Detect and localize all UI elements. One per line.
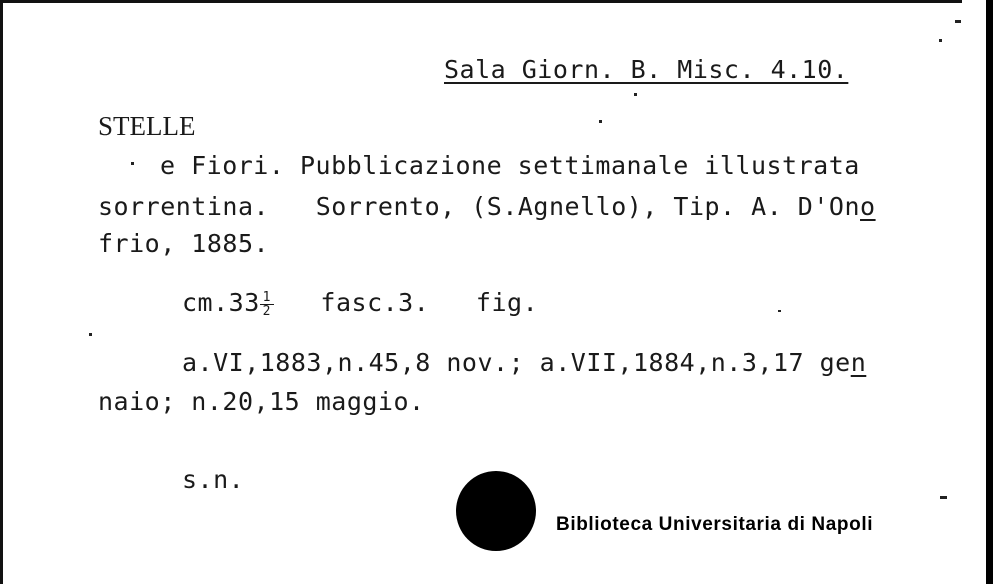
imprint-line: [98, 192, 876, 222]
fraction-denominator: 2: [262, 303, 271, 319]
half-fraction: [260, 291, 274, 318]
card-top-edge: [0, 0, 962, 3]
holdings-underlined-letter: n: [850, 348, 867, 377]
title-heading: STELLE: [98, 111, 196, 141]
speck: [778, 310, 781, 312]
imprint-text: sorrentina. Sorrento, (S.Agnello), Tip. A. D'On: [98, 192, 861, 221]
speck: [131, 162, 134, 165]
fraction-numerator: 1: [260, 291, 274, 305]
speck: [634, 93, 637, 96]
physical-description: [182, 288, 538, 318]
call-note: s.n.: [182, 465, 245, 494]
speck: [89, 333, 92, 336]
speck: [599, 120, 602, 123]
fascicle-text: fasc.3. fig.: [273, 288, 539, 317]
holdings-text: a.VI,1883,n.45,8 nov.; a.VII,1884,n.3,17 ge: [182, 348, 851, 377]
size-text: cm.33: [182, 288, 260, 317]
title-line: e Fiori. Pubblicazione settimanale illustrata: [160, 151, 860, 180]
holdings-line: [182, 348, 866, 378]
speck: [955, 20, 961, 23]
library-stamp-text: Biblioteca Universitaria di Napoli: [556, 514, 874, 535]
card-right-edge: [986, 0, 993, 584]
imprint-underlined-letter: o: [860, 192, 876, 221]
holdings-continuation: naio; n.20,15 maggio.: [98, 387, 425, 416]
library-stamp-dot: [456, 471, 536, 551]
speck: [939, 39, 942, 42]
imprint-continuation: frio, 1885.: [98, 229, 270, 258]
card-left-edge: [0, 0, 3, 584]
shelfmark: Sala Giorn. B. Misc. 4.10.: [444, 55, 849, 84]
speck: [940, 496, 947, 499]
